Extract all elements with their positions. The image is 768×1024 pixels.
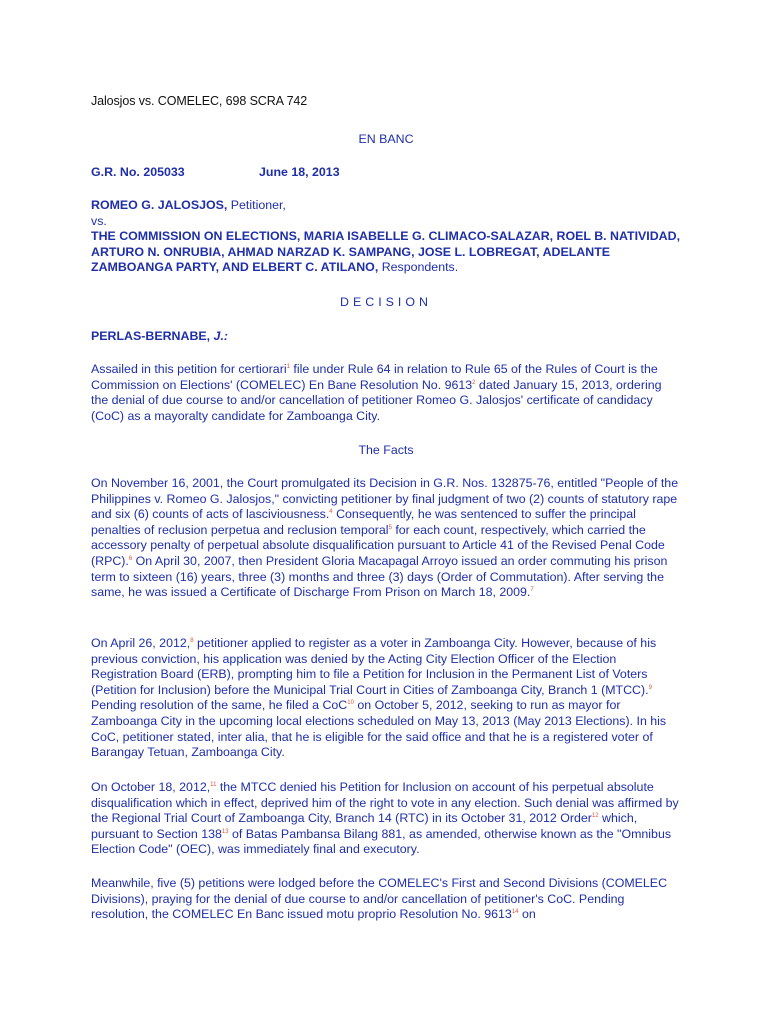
footnote-marker[interactable]: 6 (128, 555, 133, 562)
ponente-name: PERLAS-BERNABE, (91, 329, 211, 343)
paragraph-text: On November 16, 2001, the Court promulgated its Decision in G.R. Nos. 132875-76, entitled "People of the Philippines v. Romeo G. Jalosjos," convicting petitioner by final judgment of two (2) counts of statutory rape and six (6) counts of acts of lasciviousness. (91, 476, 679, 522)
paragraph-mtcc-denial (91, 780, 681, 858)
decision-heading: DECISION (340, 295, 432, 309)
footnote-marker[interactable]: 12 (591, 813, 599, 820)
footnote-marker[interactable]: 10 (347, 700, 354, 707)
paragraph-intro (91, 362, 681, 424)
paragraph-text: for each count, respectively, which carried the accessory penalty of perpetual absolute disqualification pursuant to Article 41 of the Revised Penal Code (RPC). (91, 522, 665, 568)
footnote-marker[interactable]: 9 (648, 684, 652, 691)
case-parties (91, 198, 681, 276)
paragraph-text: Assailed in this petition for certiorari (91, 362, 287, 376)
footnote-marker[interactable]: 11 (210, 782, 217, 788)
paragraph-voter-registration (91, 636, 681, 761)
paragraph-text: file under Rule 64 in relation to Rule 65 of the Rules of Court is the Commission on Elections' (COMELEC) En Bane Resolution No. 9613 (91, 362, 658, 392)
respondents-block (91, 229, 681, 276)
case-number-line (91, 165, 681, 181)
footnote-marker[interactable]: 14 (511, 909, 519, 916)
petitioner-role: Petitioner, (227, 198, 286, 212)
petitioner-name: ROMEO G. JALOSJOS, (91, 198, 228, 212)
footnote-marker[interactable]: 13 (221, 828, 229, 835)
paragraph-text: On April 30, 2007, then President Gloria Macapagal Arroyo issued an order commuting his prison term to sixteen (16) years, three (3) months and three (3) days (Order of Commutation). After serving the same, he was issued a Certificate of Discharge From Prison on March 18, 2009. (91, 553, 668, 600)
respondents-role: Respondents. (378, 260, 459, 275)
court-division-heading: EN BANC (358, 132, 414, 146)
paragraph-text: Pending resolution of the same, he filed a CoC (91, 698, 348, 713)
paragraph-text: on (518, 907, 536, 922)
case-citation: Jalosjos vs. COMELEC, 698 SCRA 742 (91, 94, 308, 108)
footnote-marker[interactable]: 7 (530, 587, 534, 594)
petitioner-line (91, 198, 681, 214)
footnote-marker[interactable]: 2 (472, 379, 476, 386)
paragraph-text: which, pursuant to Section 138 (91, 811, 638, 841)
footnote-marker[interactable]: 4 (329, 509, 333, 516)
paragraph-text: Meanwhile, five (5) petitions were lodged before the COMELEC's First and Second Divisions (COMELEC Divisions), praying for the denial of due course to and/or cancellation of petitioner's CoC. Pending resolution, the COMELEC En Banc issued motu proprio Resolution No. 9613 (91, 876, 668, 922)
paragraph-text: On October 18, 2012, (91, 780, 211, 794)
paragraph-text: Consequently, he was sentenced to suffer the principal penalties of reclusion perpetua and reclusion temporal (91, 507, 636, 537)
ponente-title: J.: (210, 329, 229, 343)
paragraph-text: petitioner applied to register as a voter in Zamboanga City. However, because of his previous conviction, his application was denied by the Acting City Election Officer of the Election Registration Board (ERB), prompting him to file a Petition for Inclusion in the Permanent List of Voters (Petition for Inclusion) before the Municipal Trial Court in Cities of Zamboanga City, Branch 1 (MTCC). (91, 636, 657, 697)
respondents-names: THE COMMISSION ON ELECTIONS, MARIA ISABELLE G. CLIMACO-SALAZAR, ROEL B. NATIVIDAD, ARTURO N. ONRUBIA, AHMAD NARZAD K. SAMPANG, JOSE L. LOBREGAT, ADELANTE ZAMBOANGA PARTY, AND ELBERT C. ATILANO, (91, 229, 681, 275)
versus: vs. (91, 213, 107, 228)
footnote-marker[interactable]: 1 (286, 364, 290, 370)
paragraph-text: the MTCC denied his Petition for Inclusion on account of his perpetual absolute disqualification which in effect, deprived him of the right to vote in any election. Such denial was affirmed by the Regional Trial Court of Zamboanga City, Branch 14 (RTC) in its October 31, 2012 Order (91, 780, 679, 826)
paragraph-comelec-petitions (91, 876, 681, 923)
footnote-marker[interactable]: 5 (388, 524, 392, 531)
paragraph-text: On April 26, 2012, (91, 636, 191, 650)
paragraph-text: of Batas Pambansa Bilang 881, as amended, otherwise known as the "Omnibus Election Code" (OEC), was immediately final and executory. (91, 826, 672, 857)
paragraph-text: dated January 15, 2013, ordering the denial of due course to and/or cancellation of petitioner Romeo G. Jalosjos' certificate of candidacy (CoC) as a mayoralty candidate for Zamboanga City. (91, 377, 662, 423)
gr-number: G.R. No. 205033 (91, 165, 185, 179)
section-heading-facts: The Facts (358, 443, 414, 457)
ponente-line (91, 329, 681, 345)
footnote-marker[interactable]: 8 (190, 638, 194, 644)
paragraph-conviction (91, 476, 681, 601)
paragraph-text: on October 5, 2012, seeking to run as mayor for Zamboanga City in the upcoming local elections scheduled on May 13, 2013 (May 2013 Elections). In his CoC, petitioner stated, inter alia, that he is eligible for the said office and that he is a registered voter of Barangay Tetuan, Zamboanga City. (91, 698, 667, 760)
decision-date: June 18, 2013 (259, 165, 340, 179)
